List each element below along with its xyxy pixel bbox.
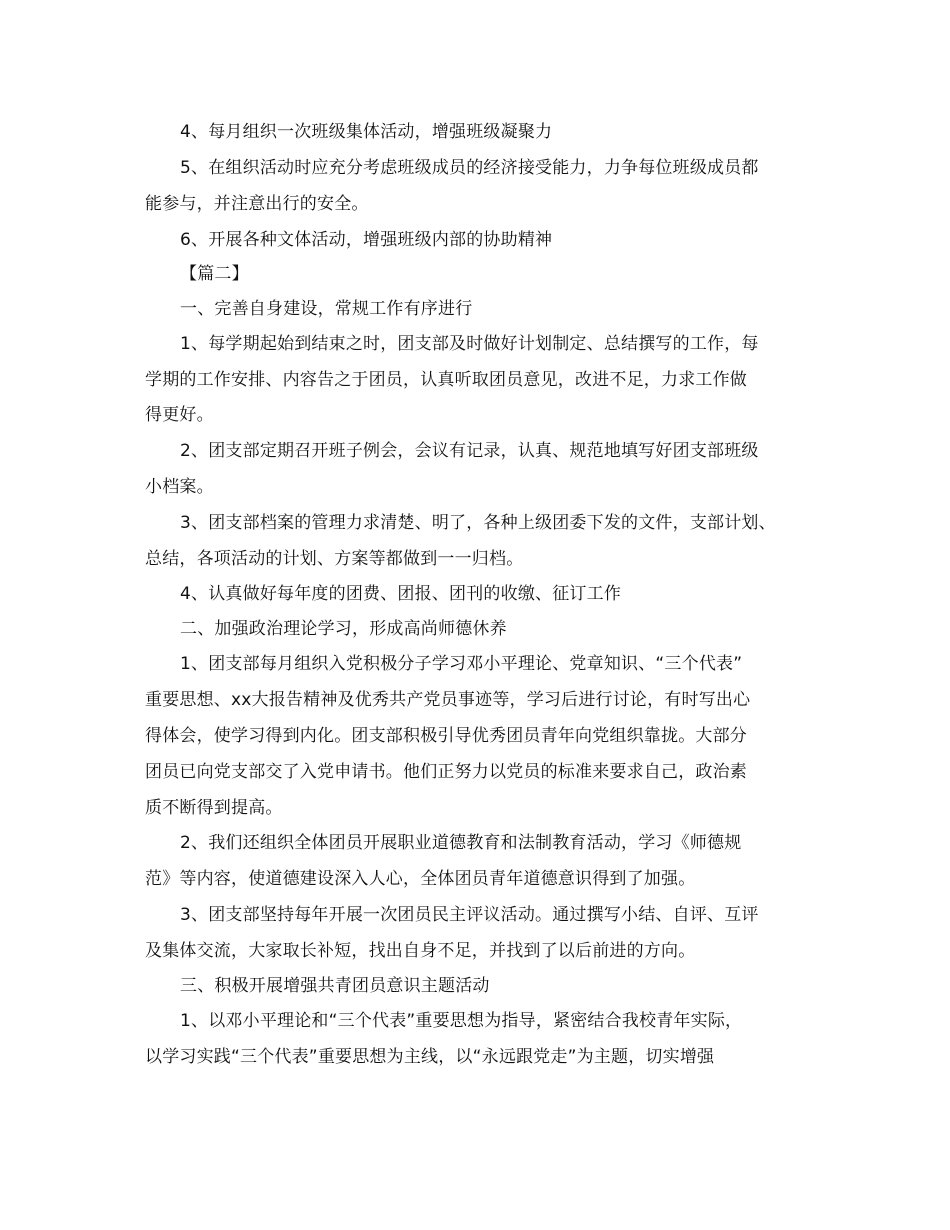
paragraph-line: 小档案。	[145, 477, 214, 497]
paragraph-line: 得体会，使学习得到内化。团支部积极引导优秀团员青年向党组织靠拢。大部分	[145, 726, 747, 746]
paragraph-line: 1、团支部每月组织入党积极分子学习邓小平理论、党章知识、“三个代表”	[180, 654, 743, 674]
paragraph-line: 能参与，并注意出行的安全。	[145, 194, 369, 214]
paragraph-line: 3、团支部坚持每年开展一次团员民主评议活动。通过撰写小结、自评、互评	[180, 905, 759, 925]
paragraph-line: 2、我们还组织全体团员开展职业道德教育和法制教育活动，学习《师德规	[180, 833, 742, 853]
paragraph-line: 以学习实践“三个代表”重要思想为主线，以“永远跟党走”为主题，切实增强	[145, 1047, 715, 1067]
section-heading: 二、加强政治理论学习，形成高尚师德休养	[180, 619, 507, 639]
paragraph-line: 3、团支部档案的管理力求清楚、明了，各种上级团委下发的文件，支部计划、	[180, 513, 776, 533]
paragraph-line: 1、每学期起始到结束之时，团支部及时做好计划制定、总结撰写的工作，每	[180, 334, 759, 354]
paragraph-line: 重要思想、xx大报告精神及优秀共产党员事迹等，学习后进行讨论，有时写出心	[145, 690, 751, 710]
paragraph-line: 范》等内容，使道德建设深入人心，全体团员青年道德意识得到了加强。	[145, 869, 696, 889]
paragraph-line: 总结，各项活动的计划、方案等都做到一一归档。	[145, 549, 524, 569]
paragraph-line: 5、在组织活动时应充分考虑班级成员的经济接受能力，力争每位班级成员都	[180, 158, 759, 178]
section-heading: 三、积极开展增强共青团员意识主题活动	[180, 976, 490, 996]
paragraph-line: 6、开展各种文体活动，增强班级内部的协助精神	[180, 230, 553, 250]
paragraph-line: 2、团支部定期召开班子例会，会议有记录，认真、规范地填写好团支部班级	[180, 441, 759, 461]
paragraph-line: 4、认真做好每年度的团费、团报、团刊的收缴、征订工作	[180, 584, 622, 604]
paragraph-line: 4、每月组织一次班级集体活动，增强班级凝聚力	[180, 122, 553, 142]
paragraph-line: 得更好。	[145, 405, 214, 425]
paragraph-line: 质不断得到提高。	[145, 798, 283, 818]
paragraph-line: 及集体交流，大家取长补短，找出自身不足，并找到了以后前进的方向。	[145, 941, 696, 961]
section-heading: 一、完善自身建设，常规工作有序进行	[180, 299, 473, 319]
paragraph-line: 1、以邓小平理论和“三个代表”重要思想为指导，紧密结合我校青年实际，	[180, 1011, 743, 1031]
paragraph-line: 学期的工作安排、内容告之于团员，认真听取团员意见，改进不足，力求工作做	[145, 370, 747, 390]
section-heading: 【篇二】	[180, 264, 249, 284]
paragraph-line: 团员已向党支部交了入党申请书。他们正努力以党员的标准来要求自己，政治素	[145, 762, 747, 782]
